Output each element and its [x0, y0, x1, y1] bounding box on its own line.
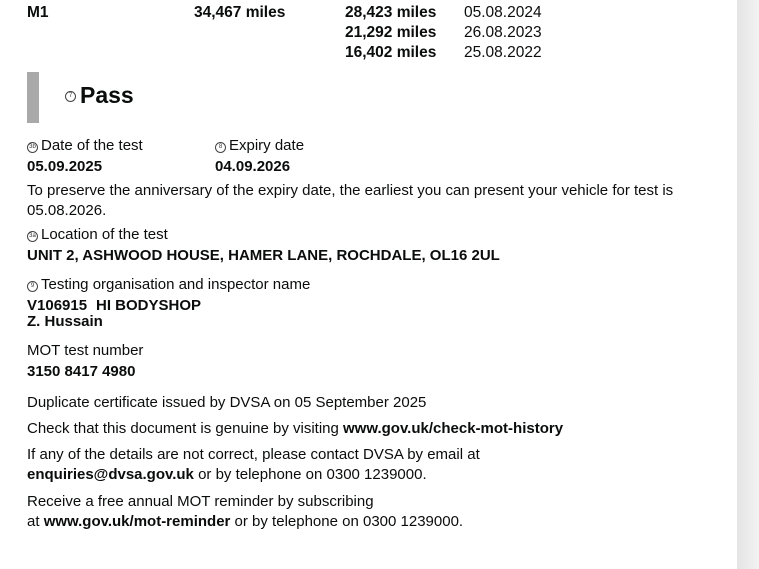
- odometer-history-reading: 28,423 miles: [345, 4, 437, 21]
- organisation-name: HI BODYSHOP: [96, 297, 202, 314]
- odometer-current-reading: 34,467 miles: [194, 4, 286, 21]
- result-status-bar: [27, 72, 39, 123]
- mot-number-value: 3150 8417 4980: [27, 363, 136, 380]
- organisation-label: 9 Testing organisation and inspector name: [27, 276, 310, 293]
- ref-marker: 9: [27, 281, 38, 292]
- contact-note: If any of the details are not correct, please contact DVSA by email at enquiries@dvsa.gov.uk or by telephone on 0300 1239000.: [27, 446, 480, 483]
- anniversary-note: To preserve the anniversary of the expiry date, the earliest you can present your vehicle for test is 05.08.2026.: [27, 182, 674, 219]
- expiry-date-value: 04.09.2026: [215, 158, 291, 175]
- test-date-label: 3b Date of the test: [27, 137, 143, 154]
- mot-reminder-link[interactable]: www.gov.uk/mot-reminder: [43, 513, 231, 530]
- odometer-history-reading: 21,292 miles: [345, 24, 437, 41]
- vehicle-class-value: M1: [27, 4, 49, 21]
- page-edge-shadow: [737, 0, 759, 569]
- dvsa-email-link[interactable]: enquiries@dvsa.gov.uk: [27, 466, 194, 483]
- test-result: Pass: [80, 82, 134, 108]
- ref-marker: 3a: [27, 231, 38, 242]
- check-mot-history-link[interactable]: www.gov.uk/check-mot-history: [343, 420, 564, 437]
- location-value: UNIT 2, ASHWOOD HOUSE, HAMER LANE, ROCHDALE, OL16 2UL: [27, 247, 500, 264]
- odometer-history-reading: 16,402 miles: [345, 44, 437, 61]
- expiry-date-label: 8 Expiry date: [215, 137, 304, 154]
- odometer-history-date: 26.08.2023: [464, 24, 542, 41]
- odometer-history-date: 25.08.2022: [464, 44, 542, 61]
- location-label: 3a Location of the test: [27, 226, 168, 243]
- test-date-value: 05.09.2025: [27, 158, 103, 175]
- result-ref-marker: 7: [65, 91, 76, 102]
- mot-number-label: MOT test number: [27, 342, 144, 359]
- inspector-name: Z. Hussain: [27, 313, 103, 330]
- organisation-code: V106915: [27, 297, 88, 314]
- reminder-note: Receive a free annual MOT reminder by subscribing at www.gov.uk/mot-reminder or by telephone on 0300 1239000.: [27, 493, 464, 530]
- ref-marker: 3b: [27, 142, 38, 153]
- duplicate-note: Duplicate certificate issued by DVSA on 05 September 2025: [27, 394, 427, 411]
- check-note: Check that this document is genuine by visiting www.gov.uk/check-mot-history: [27, 420, 564, 437]
- odometer-history-date: 05.08.2024: [464, 4, 542, 21]
- ref-marker: 8: [215, 142, 226, 153]
